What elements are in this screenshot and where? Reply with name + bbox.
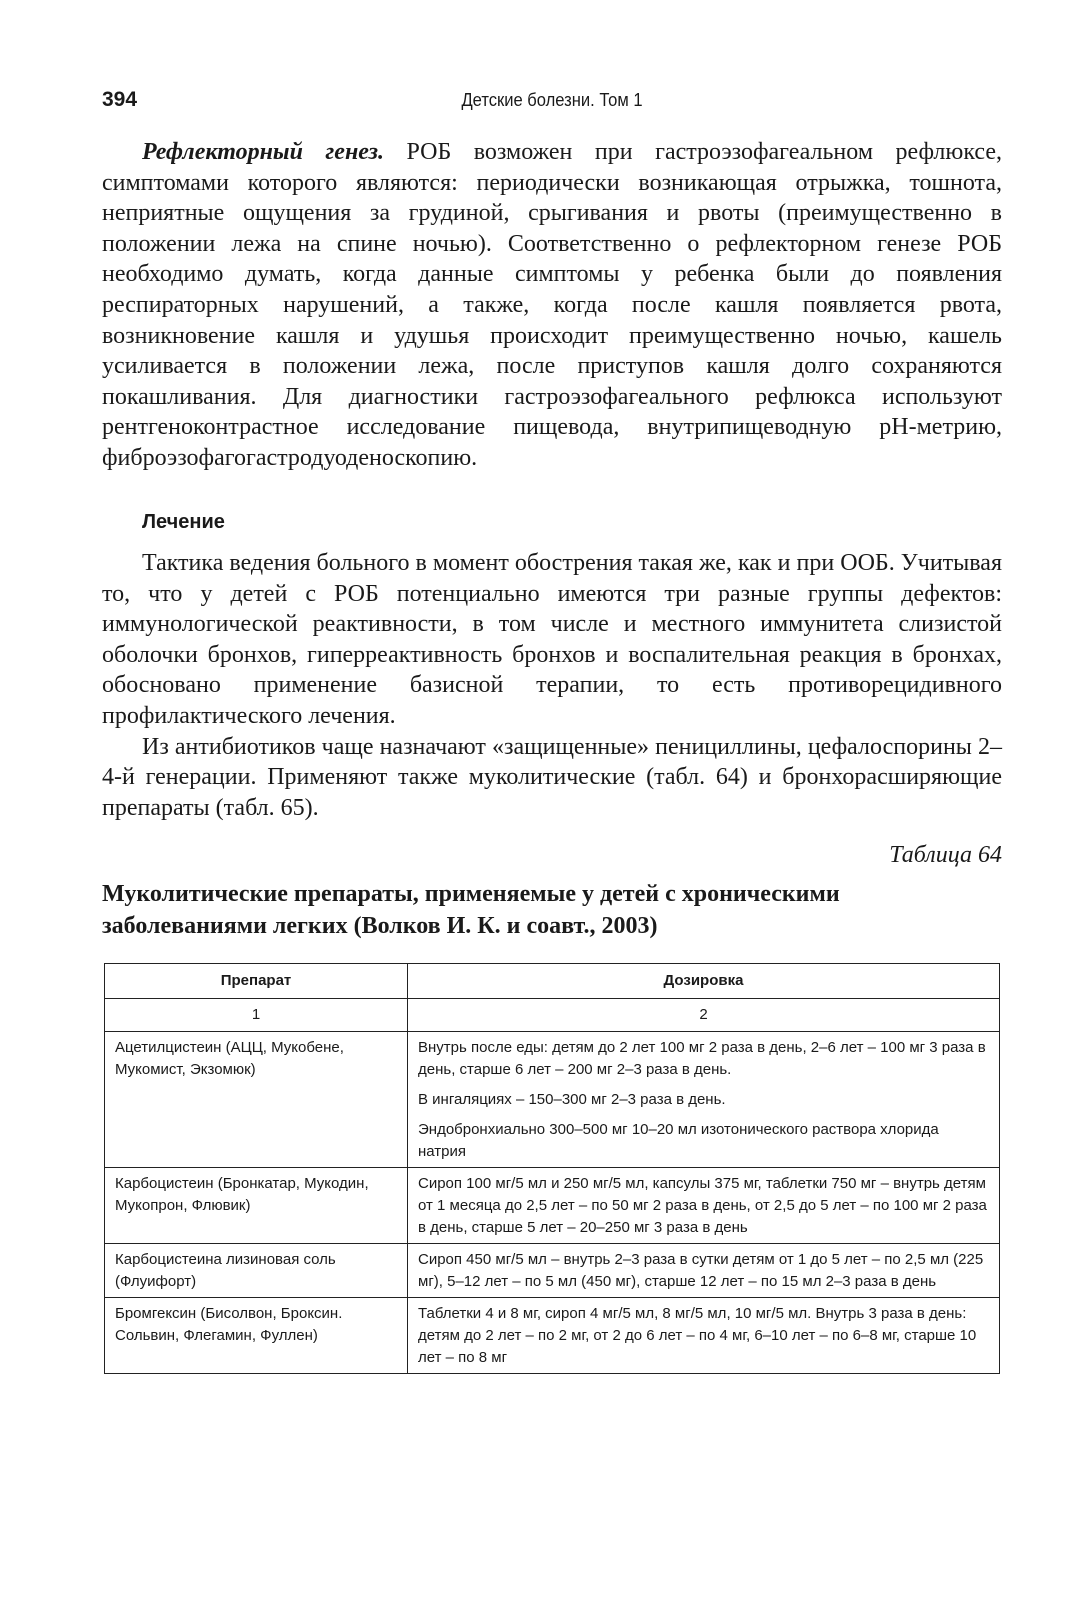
page-number: 394 xyxy=(102,88,138,111)
dosage-text: Сироп 100 мг/5 мл и 250 мг/5 мл, капсулы 375 мг, таблетки 750 мг – внутрь детям от 1 месяца до 2,5 лет – по 50 мг 2 раза в день, от 2,5 до 5 лет – по 100 мг 2 раза в день, старше 5 лет – 20–250 мг 3 раза в день xyxy=(418,1175,987,1236)
paragraph-body: РОБ возможен при гастроэзофагеальном рефлюксе, симптомами которого являются: периодически возникающая отрыжка, тошнота, неприятные ощущения за грудиной, срыгивания и рвоты (преимущественно в положении лежа на спине ночью). Соответственно о рефлекторном генезе РОБ необходимо думать, когда данные симптомы у ребенка были до появления респираторных нарушений, а также, когда после кашля появляется рвота, возникновение кашля и удушья происходит преимущественно ночью, кашель усиливается в положении лежа, после приступов кашля долго сохраняются покашливания. Для диагностики гастроэзофагеального рефлюкса используют рентгеноконтрастное исследование пищевода, внутрипищеводную pH-метрию, фиброэзофагогастродуоденоскопию. xyxy=(102,139,1002,471)
dosage-text: Таблетки 4 и 8 мг, сироп 4 мг/5 мл, 8 мг/5 мл, 10 мг/5 мл. Внутрь 3 раза в день: детям до 2 лет – по 2 мг, от 2 до 6 лет – по 4 мг, 6–10 лет – по 6–8 мг, старше 10 лет – по 8 мг xyxy=(418,1305,977,1366)
dosage-cell xyxy=(408,1168,1000,1244)
table-header-row xyxy=(105,964,1000,999)
dosage-text: Внутрь после еды: детям до 2 лет 100 мг 2 раза в день, 2–6 лет – 100 мг 3 раза в день, старше 6 лет – 200 мг 2–3 раза в день. xyxy=(418,1039,986,1078)
dosage-cell xyxy=(408,1032,1000,1168)
paragraph-text xyxy=(102,137,1002,474)
dosage-text: В ингаляциях – 150–300 мг 2–3 раза в день. xyxy=(418,1091,726,1108)
column-header-dosage: Дозировка xyxy=(408,964,1000,999)
column-number: 1 xyxy=(105,999,408,1032)
table-row xyxy=(105,1298,1000,1374)
table-row xyxy=(105,1032,1000,1168)
treatment-paragraph: Тактика ведения больного в момент обострения такая же, как и при ООБ. Учитывая то, что у детей с РОБ потенциально имеются три разные группы дефектов: иммунологической реактивности, в том числе и местного иммунитета слизистой оболочки бронхов, гиперреактивность бронхов и воспалительная реакция в бронхах, обосновано применение базисной терапии, то есть противорецидивного профилактического лечения. xyxy=(102,550,1002,729)
treatment-section-body xyxy=(102,548,1002,823)
running-title: Детские болезни. Том 1 xyxy=(461,90,643,110)
run-in-heading: Рефлекторный генез. xyxy=(142,139,384,165)
treatment-paragraph: Из антибиотиков чаще назначают «защищенные» пенициллины, цефалоспорины 2–4-й генерации. Применяют также муколитические (табл. 64) и бронхорасширяющие препараты (табл. 65). xyxy=(102,733,1002,821)
column-number-row xyxy=(105,999,1000,1032)
column-header-drug: Препарат xyxy=(105,964,408,999)
paragraph-reflex-genesis xyxy=(102,137,1002,474)
dosage-text: Сироп 450 мг/5 мл – внутрь 2–3 раза в сутки детям от 1 до 5 лет – по 2,5 мл (225 мг), 5–12 лет – по 5 мл (450 мг), старше 12 лет – по 15 мл 2–3 раза в день xyxy=(418,1251,984,1290)
drug-cell: Бромгексин (Бисолвон, Броксин. Сольвин, Флегамин, Фуллен) xyxy=(105,1298,408,1374)
dosage-cell xyxy=(408,1244,1000,1298)
column-number: 2 xyxy=(408,999,1000,1032)
table-title: Муколитические препараты, применяемые у детей с хроническими заболеваниями легких (Волков И. К. и соавт., 2003) xyxy=(102,881,840,939)
table-label: Таблица 64 xyxy=(889,842,1002,868)
drug-cell: Ацетилцистеин (АЦЦ, Мукобене, Мукомист, Экзомюк) xyxy=(105,1032,408,1168)
dosage-cell xyxy=(408,1298,1000,1374)
page-header xyxy=(102,88,1002,118)
drug-cell: Карбоцистеина лизиновая соль (Флуифорт) xyxy=(105,1244,408,1298)
mucolytics-table xyxy=(104,963,1000,1374)
section-heading-treatment: Лечение xyxy=(142,511,225,533)
table-row xyxy=(105,1168,1000,1244)
drug-cell: Карбоцистеин (Бронкатар, Мукодин, Мукопрон, Флювик) xyxy=(105,1168,408,1244)
table-row xyxy=(105,1244,1000,1298)
dosage-text: Эндобронхиально 300–500 мг 10–20 мл изотонического раствора хлорида натрия xyxy=(418,1121,939,1160)
